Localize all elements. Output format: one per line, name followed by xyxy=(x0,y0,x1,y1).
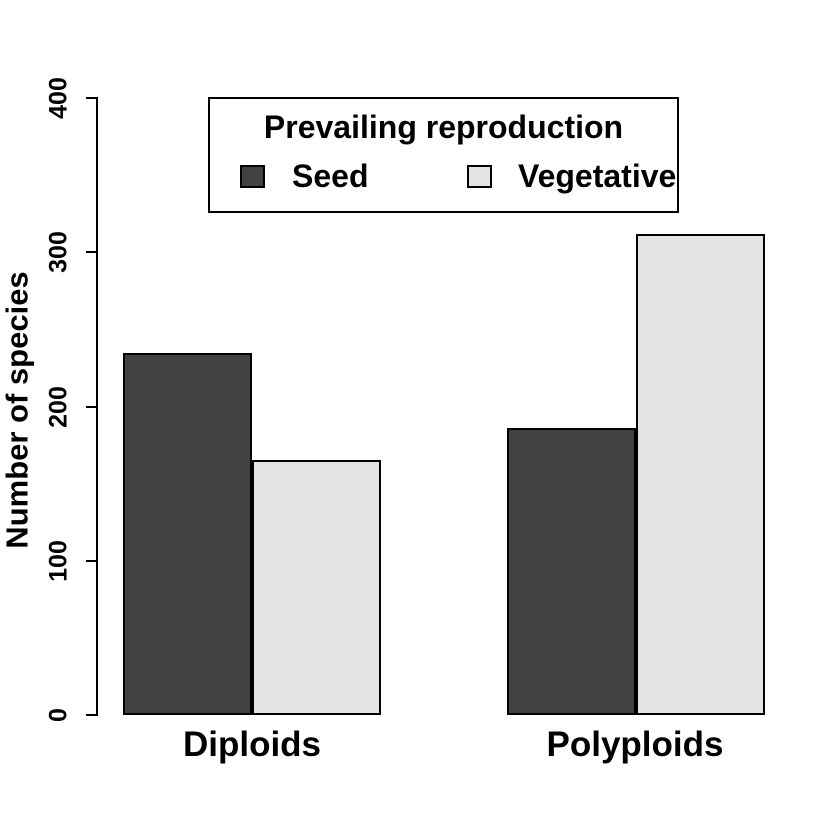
y-tick-label-400: 400 xyxy=(44,77,73,119)
legend-label-vegetative: Vegetative xyxy=(518,158,677,194)
y-tick-mark-0 xyxy=(86,714,97,716)
bar-diploids-seed xyxy=(123,353,252,715)
legend-box xyxy=(208,97,679,213)
legend-label-seed: Seed xyxy=(292,158,369,194)
y-tick-mark-200 xyxy=(86,406,97,408)
legend-title: Prevailing reproduction xyxy=(263,109,624,145)
y-tick-mark-100 xyxy=(86,560,97,562)
y-tick-mark-400 xyxy=(86,97,97,99)
y-tick-label-300: 300 xyxy=(44,231,73,274)
legend-swatch-seed xyxy=(240,165,265,188)
y-tick-mark-300 xyxy=(86,251,97,253)
bar-polyploids-vegetative xyxy=(636,234,765,715)
y-tick-label-100: 100 xyxy=(44,539,73,582)
bar-polyploids-seed xyxy=(507,428,636,715)
x-axis-label-polyploids: Polyploids xyxy=(546,725,724,764)
y-axis-title: Number of species xyxy=(0,271,35,549)
bar-diploids-vegetative xyxy=(252,460,381,715)
y-tick-label-200: 200 xyxy=(44,385,73,428)
x-axis-label-diploids: Diploids xyxy=(182,725,322,764)
legend-swatch-vegetative xyxy=(467,165,492,188)
y-tick-label-0: 0 xyxy=(44,708,73,722)
